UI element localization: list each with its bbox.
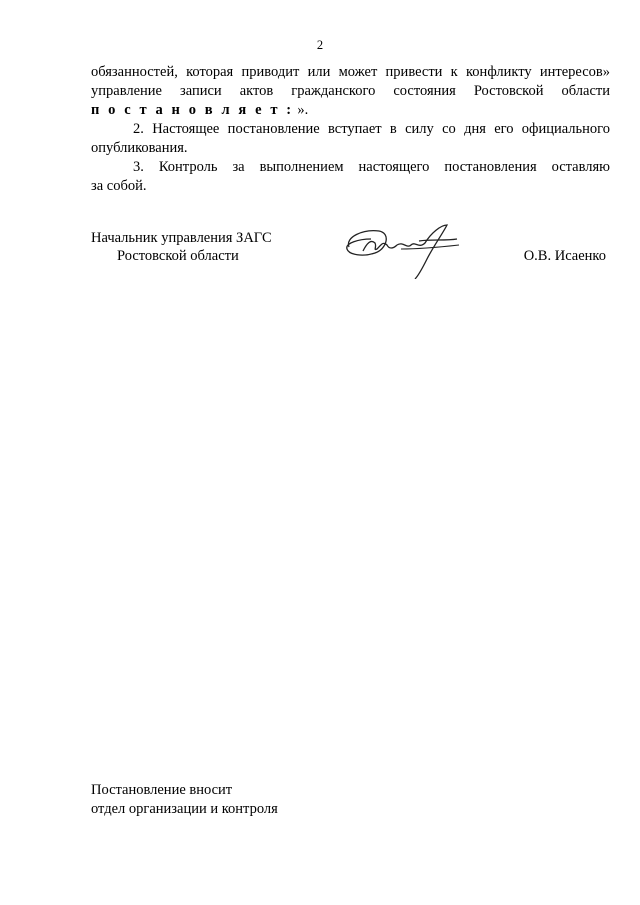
paragraph-3-line-2: за собой. [91,178,147,194]
signature-block [91,229,610,289]
paragraph-3-line-1: 3. Контроль за выполнением настоящего постановления оставляю [133,159,610,175]
paragraph-2-line-2: опубликования. [91,140,188,156]
paragraph-2-line-1: 2. Настоящее постановление вступает в силу со дня его официального [133,121,610,137]
footer-note [91,781,491,819]
closing-quote: ». [293,102,309,118]
paragraph-1-line-3 [91,101,610,120]
paragraph-1-line-2: управление записи актов гражданского состояния Ростовской области [91,83,610,99]
footer-line-1: Постановление вносит [91,782,233,798]
signer-position-line-2: Ростовской области [117,248,239,264]
page-number: 2 [316,38,324,52]
resolves-word: п о с т а н о в л я е т : [91,102,294,118]
signer-position-line-1: Начальник управления ЗАГС [91,230,272,246]
paragraph-1-line-1: обязанностей, которая приводит или может привести к конфликту интересов» [91,64,610,80]
footer-line-2: отдел организации и контроля [91,801,278,817]
handwritten-signature [341,219,461,279]
signer-name: О.В. Исаенко [523,248,606,264]
document-body [91,63,610,196]
